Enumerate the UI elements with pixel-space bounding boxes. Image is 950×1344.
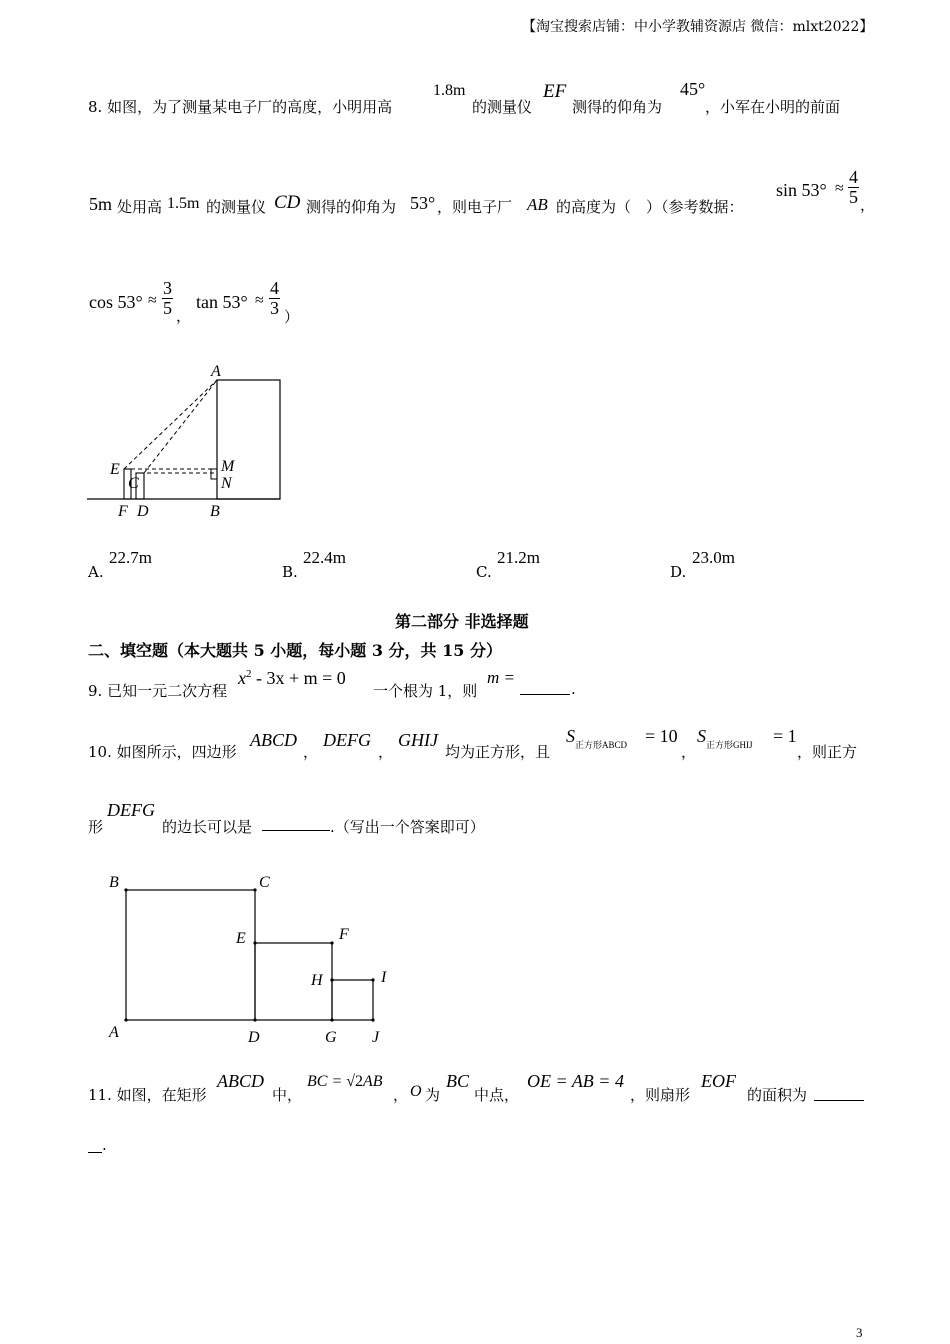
q8-angle-2: 53°: [410, 193, 436, 213]
fig8-label-n: N: [221, 475, 232, 492]
q10-sep-2: ，: [378, 743, 394, 761]
q8-text-8: ，则电子厂: [437, 198, 513, 216]
q8-text-5: 处用高: [117, 198, 163, 216]
fig10-label-h: H: [311, 972, 323, 989]
right-angle-mark: [211, 469, 217, 479]
q10-answer-blank[interactable]: [262, 816, 330, 831]
q9-equation: $x^2 - 3x + m = 0$: [238, 668, 346, 688]
q9-text-2: 一个根为 1，则: [373, 682, 478, 700]
q8-figure: [80, 355, 295, 525]
q9-answer-blank[interactable]: [520, 680, 570, 695]
q9-period: .: [571, 680, 576, 698]
q10-s-ghij: $S_{正方形GHIJ}$: [697, 726, 753, 750]
q8-comma-2: ，: [176, 307, 192, 325]
fig8-label-e: E: [110, 461, 120, 478]
q10-ghij: GHIJ: [398, 730, 438, 750]
q10-s-abcd-value: = 10: [645, 726, 678, 746]
q8-text-3: 测得的仰角为: [572, 98, 663, 116]
q8-comma-1: ，: [860, 196, 876, 214]
point-h: [330, 978, 333, 981]
q8-tan-fraction: $\frac{4}{3}$: [270, 278, 279, 318]
q11-text-5: ，则扇形: [630, 1086, 691, 1104]
point-a: [124, 1018, 127, 1021]
q10-text-3: ，则正方: [797, 743, 858, 761]
q10-text-1: 10. 如图所示，四边形: [88, 743, 237, 761]
option-c-letter: C.: [476, 563, 492, 581]
option-d-value: 23.0m: [692, 548, 735, 567]
square-abcd: [126, 890, 255, 1020]
q8-approx-1: ≈: [835, 180, 844, 197]
section-title: 二、填空题（本大题共 5 小题，每小题 3 分，共 15 分）: [88, 641, 502, 660]
q8-cos-fraction: $\frac{3}{5}$: [163, 278, 172, 318]
point-d: [253, 1018, 256, 1021]
q8-close: ）: [284, 308, 300, 326]
point-j: [371, 1018, 374, 1021]
q9-m-equals: m =: [487, 668, 515, 687]
option-b-value: 22.4m: [303, 548, 346, 567]
q8-text-7: 测得的仰角为: [306, 198, 397, 216]
fig10-label-g: G: [325, 1029, 337, 1046]
q8-text-4: ，小军在小明的前面: [705, 98, 841, 116]
q11-text-2: 中，: [272, 1086, 303, 1104]
q9-text-1: 9. 已知一元二次方程: [88, 682, 228, 700]
page-number: 3: [856, 1325, 863, 1340]
q11-bc: BC: [446, 1071, 470, 1091]
dashed-ea: [124, 380, 217, 469]
option-d-letter: D.: [670, 563, 687, 581]
q10-figure: [100, 868, 400, 1048]
fig8-label-d: D: [137, 503, 149, 520]
fig8-label-a: A: [211, 363, 221, 380]
q10-defg-2: DEFG: [107, 800, 155, 820]
point-g: [330, 1018, 333, 1021]
q8-sin: sin 53°: [776, 180, 827, 200]
q8-approx-3: ≈: [255, 292, 264, 309]
q10-text-2: 均为正方形，且: [445, 743, 551, 761]
fig10-label-f: F: [339, 926, 349, 943]
point-f: [330, 941, 333, 944]
q11-sep-1: ，: [393, 1086, 409, 1104]
q8-height-2: 1.5m: [167, 195, 200, 212]
option-c-value: 21.2m: [497, 548, 540, 567]
fig8-label-m: M: [221, 458, 235, 475]
q11-text-1: 11. 如图，在矩形: [88, 1086, 207, 1104]
q8-height-1: 1.8m: [433, 82, 466, 99]
fig10-label-i: I: [381, 969, 387, 986]
point-e: [253, 941, 256, 944]
q10-defg: DEFG: [323, 730, 371, 750]
point-i: [371, 978, 374, 981]
fig8-label-c: C: [128, 475, 139, 492]
q10-text-5: 的边长可以是: [162, 818, 253, 836]
fig8-label-b: B: [210, 503, 220, 520]
q11-oe-equation: OE = AB = 4: [527, 1071, 624, 1091]
part-two-title: 第二部分 非选择题: [395, 612, 529, 631]
q8-tan: tan 53°: [196, 292, 248, 312]
option-b-letter: B.: [282, 563, 298, 581]
q10-s-ghij-value: = 1: [773, 726, 797, 746]
q10-s-abcd: $S_{正方形ABCD}$: [566, 726, 628, 750]
q10-abcd: ABCD: [250, 730, 297, 750]
fig10-label-b: B: [109, 874, 119, 891]
q11-text-3: 为: [425, 1086, 441, 1104]
q11-text-4: 中点，: [474, 1086, 520, 1104]
dashed-ca: [144, 380, 217, 473]
q8-approx-2: ≈: [148, 292, 157, 309]
q11-period: .: [102, 1136, 107, 1154]
q8-distance: 5m: [89, 194, 113, 214]
fig10-label-d: D: [248, 1029, 260, 1046]
q8-text-1: 8. 如图，为了测量某电子厂的高度，小明用高: [88, 98, 393, 116]
q11-bc-equation: BC = √2AB: [307, 1073, 383, 1090]
q8-sin-fraction: $\frac{4}{5}$: [849, 167, 858, 207]
option-a-letter: A.: [88, 563, 104, 581]
q8-text-6: 的测量仪: [206, 198, 267, 216]
q11-abcd: ABCD: [217, 1071, 264, 1091]
q11-answer-blank-1[interactable]: [814, 1086, 864, 1101]
q8-ef: EF: [543, 81, 567, 102]
q10-text-4: 形: [88, 818, 104, 836]
q8-angle-1: 45°: [680, 79, 706, 99]
q11-eof: EOF: [701, 1071, 736, 1091]
option-a-value: 22.7m: [109, 548, 152, 567]
q10-text-6: .（写出一个答案即可）: [330, 818, 485, 836]
q8-cos: cos 53°: [89, 292, 143, 312]
q10-sep-3: ，: [681, 743, 697, 761]
page-header: 【淘宝搜索店铺：中小学教辅资源店 微信：mlxt2022】: [522, 19, 874, 35]
q11-o: O: [410, 1083, 422, 1100]
fig10-label-c: C: [259, 874, 270, 891]
point-c: [253, 888, 256, 891]
point-b: [124, 888, 127, 891]
fig10-label-j: J: [372, 1029, 380, 1046]
q8-text-9: 的高度为（ ）（参考数据：: [556, 198, 744, 216]
q8-ab: AB: [527, 195, 548, 214]
fig8-label-f: F: [118, 503, 128, 520]
q8-cd: CD: [274, 192, 301, 213]
q8-text-2: 的测量仪: [472, 98, 533, 116]
square-ghij: [332, 980, 373, 1020]
q11-text-6: 的面积为: [747, 1086, 808, 1104]
q10-sep-1: ，: [303, 743, 319, 761]
q11-answer-blank-2[interactable]: [88, 1138, 102, 1153]
fig10-label-e: E: [236, 930, 246, 947]
fig10-label-a: A: [109, 1024, 119, 1041]
